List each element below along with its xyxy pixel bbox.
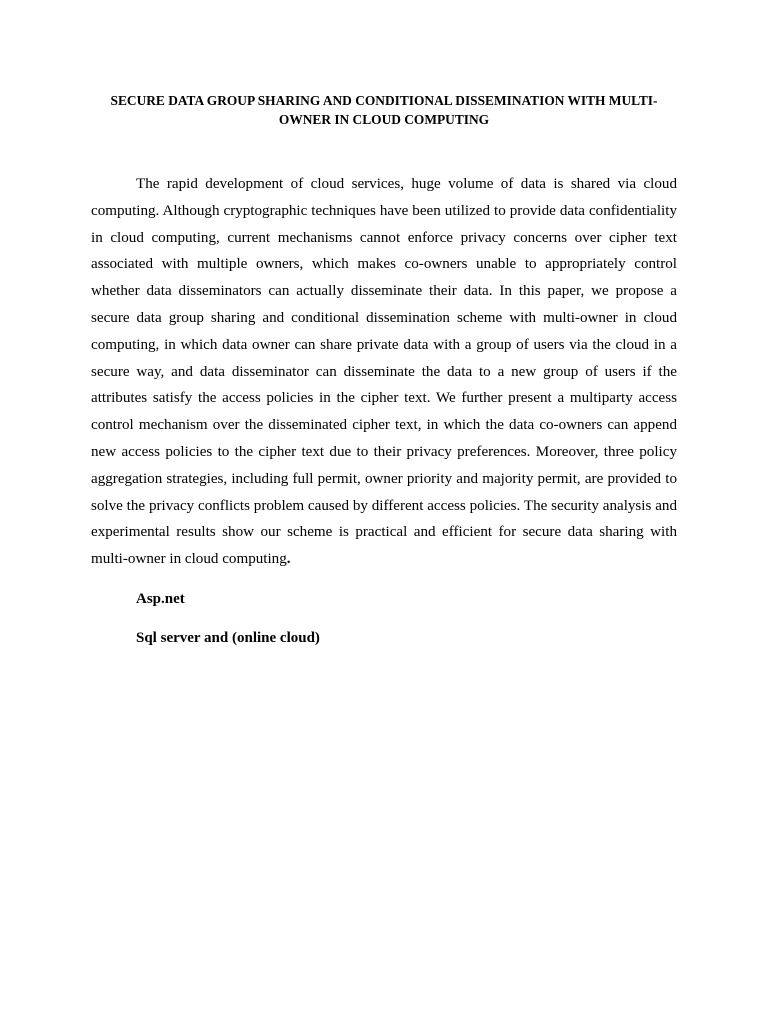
document-title: SECURE DATA GROUP SHARING AND CONDITIONAL DISSEMINATION WITH MULTI-OWNER IN CLOUD COMPUTING xyxy=(110,93,658,127)
abstract-text: The rapid development of cloud services, huge volume of data is shared via cloud computing. Although cryptographic techniques have been utilized to provide data confidentiality in cloud computing, current mechanisms cannot enforce privacy concerns over cipher text associated with multiple owners, which makes co-owners unable to appropriately control whether data disseminators can actually disseminate their data. In this paper, we propose a secure data group sharing and conditional dissemination scheme with multi-owner in cloud computing, in which data owner can share private data with a group of users via the cloud in a secure way, and data disseminator can disseminate the data to a new group of users if the attributes satisfy the access policies in the cipher text. We further present a multiparty access control mechanism over the disseminated cipher text, in which the data co-owners can append new access policies to the cipher text due to their privacy preferences. Moreover, three policy aggregation strategies, including full permit, owner priority and majority permit, are provided to solve the privacy conflicts problem caused by different access policies. The security analysis and experimental results show our scheme is practical and efficient for secure data sharing with multi-owner in cloud computing xyxy=(91,176,677,568)
abstract-end-period: . xyxy=(286,551,291,568)
abstract-paragraph xyxy=(91,171,677,573)
technology-item-aspnet: Asp.net xyxy=(136,591,185,607)
technology-item-sql-server: Sql server and (online cloud) xyxy=(136,630,320,646)
